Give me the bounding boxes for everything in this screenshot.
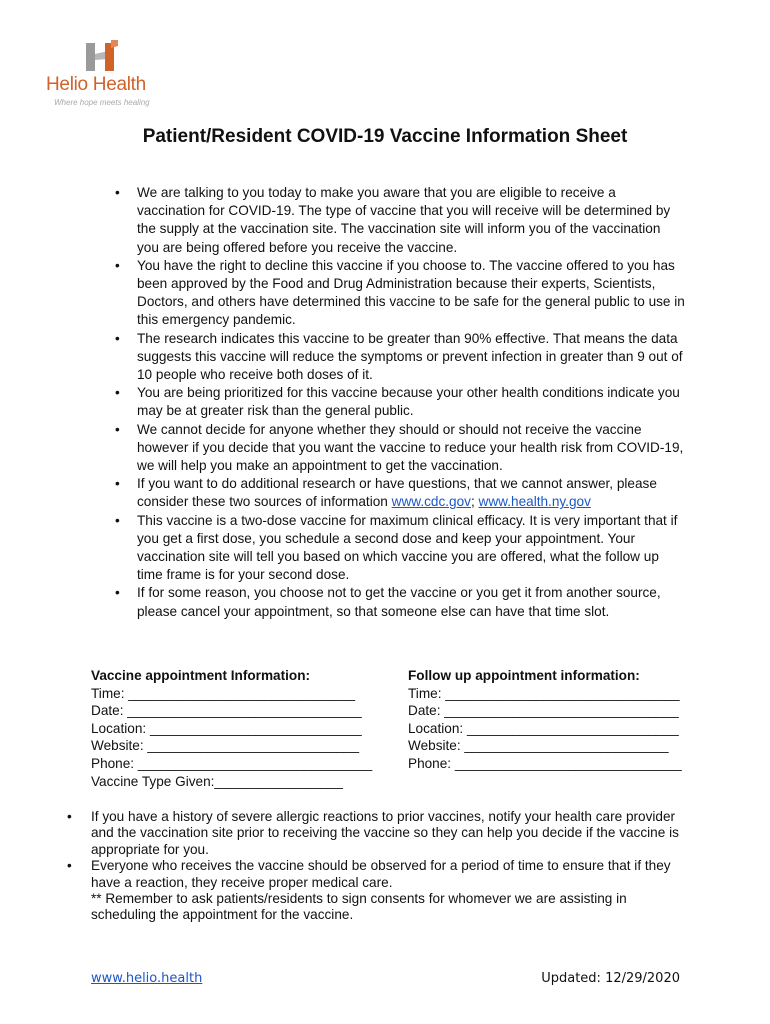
followup-phone-field[interactable]: Phone: ______________________________ <box>408 755 682 771</box>
vaccine-date-field[interactable]: Date: _______________________________ <box>91 703 362 719</box>
reminder-text: ** Remember to ask patients/residents to sign consents for whomever we are assisting in scheduling the appointment for the vaccine. <box>91 891 627 923</box>
info-bullet-list <box>137 184 685 621</box>
vaccine-website-field[interactable]: Website: ____________________________ <box>91 738 360 754</box>
link-separator: ; <box>470 494 479 510</box>
list-item: • You are being prioritized for this vaccine because your other health conditions indicate you may be at greater risk than the general public. <box>137 384 685 420</box>
vaccine-type-field[interactable]: Vaccine Type Given:_________________ <box>91 773 343 789</box>
vaccine-phone-field[interactable]: Phone: _______________________________ <box>91 755 373 771</box>
list-item: • We are talking to you today to make you aware that you are eligible to receive a vaccination for COVID-19. The type of vaccine that you will receive will be determined by the supply at the vaccination site. The vaccination site will inform you of the vaccination you are being offered before you receive the vaccine. <box>137 184 685 257</box>
list-item: • If you have a history of severe allergic reactions to prior vaccines, notify your health care provider and the vaccination site prior to receiving the vaccine so they can help you decide if the vaccine is appropriate for you. <box>91 809 691 858</box>
list-item-text: Everyone who receives the vaccine should be observed for a period of time to ensure that if they have a reaction, they receive proper medical care. <box>91 858 671 890</box>
followup-location-field[interactable]: Location: ____________________________ <box>408 720 679 736</box>
followup-date-field[interactable]: Date: _______________________________ <box>408 703 679 719</box>
helio-h-mark-icon <box>84 40 120 74</box>
footer-website-link[interactable]: www.helio.health <box>91 971 203 986</box>
list-item <box>137 475 685 511</box>
list-item: • This vaccine is a two-dose vaccine for maximum clinical efficacy. It is very important that if you get a first dose, you schedule a second dose and keep your appointment. Your vaccination site will tell you based on which vaccine you are offered, what the follow up time frame is for your second dose. <box>137 512 685 585</box>
list-item: • You have the right to decline this vaccine if you choose to. The vaccine offered to you has been approved by the Food and Drug Administration because their experts, Scientists, Doctors, and others have determined this vaccine to be safe for the general public to use in this emergency pandemic. <box>137 257 685 330</box>
followup-website-field[interactable]: Website: ___________________________ <box>408 738 669 754</box>
vaccine-time-field[interactable]: Time: ______________________________ <box>91 685 356 701</box>
vaccine-location-field[interactable]: Location: ____________________________ <box>91 720 362 736</box>
helio-health-logo <box>46 40 166 110</box>
vaccine-appointment-heading: Vaccine appointment Information: <box>91 668 311 683</box>
cdc-link[interactable]: www.cdc.gov <box>391 494 471 510</box>
list-item-text: If you want to do additional research or have questions, that we cannot answer, please consider these two sources of information <box>137 476 657 510</box>
list-item <box>91 858 691 924</box>
followup-time-field[interactable]: Time: _______________________________ <box>408 685 680 701</box>
list-item: • The research indicates this vaccine to be greater than 90% effective. That means the data suggests this vaccine will reduce the symptoms or prevent infection in greater than 9 out of 10 people who receive both doses of it. <box>137 330 685 385</box>
brand-name: Helio Health <box>46 74 146 95</box>
list-item: • We cannot decide for anyone whether they should or should not receive the vaccine however if you decide that you want the vaccine to reduce your health risk from COVID-19, we will help you make an appointment to get the vaccination. <box>137 421 685 476</box>
vaccine-appointment-section <box>91 667 372 790</box>
followup-appointment-heading: Follow up appointment information: <box>408 668 640 683</box>
followup-appointment-section <box>408 667 682 773</box>
health-ny-link[interactable]: www.health.ny.gov <box>478 494 591 510</box>
updated-date: Updated: 12/29/2020 <box>541 971 680 986</box>
brand-tagline: Where hope meets healing <box>54 98 150 107</box>
notes-bullet-list <box>91 809 691 924</box>
list-item: • If for some reason, you choose not to get the vaccine or you get it from another source, please cancel your appointment, so that someone else can have that time slot. <box>137 584 685 620</box>
page-title: Patient/Resident COVID-19 Vaccine Information Sheet <box>142 126 628 147</box>
